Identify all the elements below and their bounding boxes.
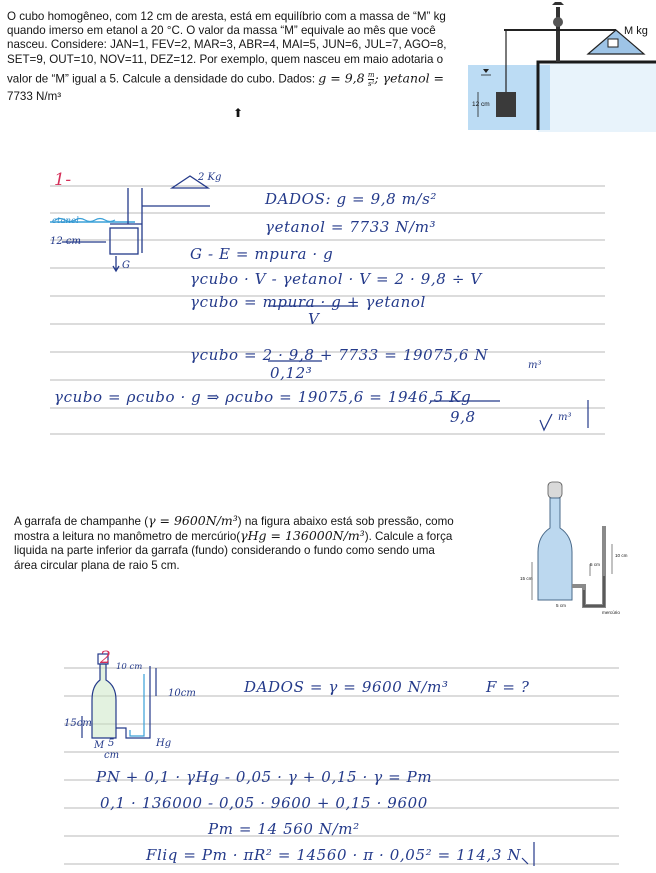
cube (496, 92, 516, 117)
problem-2-line2-a: mostra a leitura no manômetro de mercúrio( (14, 530, 241, 544)
bottle-drawing (520, 478, 640, 618)
problem-1-line: SET=9, OUT=10, NOV=11, DEZ=12. Por exemplo, quem nasceu em maio adotaria o (7, 52, 444, 66)
mercury-gamma: γHg = 136000N/m³ (240, 528, 365, 544)
gamma-ethanol-equation: ; γetanol = (374, 70, 445, 86)
solution-1-line: 9,8 (450, 408, 476, 426)
problem-2-line (14, 529, 476, 544)
label-10cm: 10 cm (615, 553, 628, 558)
solution-1-line: V (308, 310, 320, 328)
problem-1-line (7, 71, 465, 88)
gamma-ethanol-value: 7733 N/m³ (7, 89, 62, 103)
solution-2-sheet (64, 640, 619, 873)
solution-1-line: γcubo = 2 · 9,8 + 7733 = 19075,6 N (190, 346, 489, 364)
sketch-2-15cm: 15cm (64, 718, 92, 729)
solution-1-line: DADOS: g = 9,8 m/s² (265, 190, 437, 208)
balance-drawing (466, 2, 656, 132)
solution-1-line: 0,12³ (270, 364, 313, 382)
sketch-1-cube: 12 cm (50, 236, 81, 247)
problem-1-statement (7, 10, 465, 104)
problem-2-line (14, 514, 476, 529)
sketch-2-top: 10 cm (116, 662, 143, 672)
sketch-2-m: M (94, 740, 105, 751)
sketch-1-force: G (122, 260, 130, 271)
solution-2-line: 0,1 · 136000 - 0,05 · 9600 + 0,15 · 9600 (100, 794, 428, 812)
solution-1-line: m³ (558, 412, 572, 423)
bottle-cork (548, 482, 562, 498)
label-15cm: 15 cm (520, 576, 533, 581)
solution-2-line: PN + 0,1 · γHg - 0,05 · γ + 0,15 · γ = Pm (96, 768, 433, 786)
mouse-cursor-icon: ⬆ (233, 106, 244, 120)
solution-1-line: m³ (528, 360, 542, 371)
solution-1-line: γetanol = 7733 N/m³ (265, 218, 437, 236)
label-5cm: 5 cm (590, 562, 600, 567)
bottle-figure (520, 478, 640, 618)
problem-2-line1-b: ) na figura abaixo está sob pressão, como (237, 515, 454, 528)
gravity-unit-den: s² (367, 79, 375, 88)
solution-1-line: G - E = mpura · g (190, 245, 334, 263)
solution-1-line: γcubo · V - γetanol · V = 2 · 9,8 ÷ V (190, 270, 482, 288)
solution-1-sheet (50, 158, 605, 440)
sketch-2-10cm: 10cm (168, 688, 196, 699)
solution-2-line: DADOS = γ = 9600 N/m³ (244, 678, 449, 696)
bottle-body (538, 498, 572, 600)
problem-2-line1-a: A garrafa de champanhe ( (14, 515, 149, 528)
problem-2-line2-b: ). Calcule a força (364, 530, 453, 544)
solution-1-number: 1- (54, 170, 72, 190)
sketch-2-cm: cm (104, 750, 120, 761)
problem-2-line: liquida na parte inferior da garrafa (fundo) considerando o fundo como sendo uma (14, 544, 435, 558)
balance-figure (466, 2, 656, 132)
mass-block (608, 39, 618, 47)
gravity-unit-num: m (367, 70, 375, 79)
sketch-2-hg: Hg (156, 738, 172, 749)
solution-2-line: Pm = 14 560 N/m² (208, 820, 360, 838)
problem-2-statement (14, 514, 476, 573)
problem-1-line: nasceu. Considere: JAN=1, FEV=2, MAR=3, ABR=4, MAI=5, JUN=6, JUL=7, AGO=8, (7, 38, 447, 52)
gravity-equation: g = 9,8 (318, 70, 365, 86)
champagne-gamma: γ = 9600N/m³ (148, 513, 238, 528)
sketch-1-liquid: etanol (52, 216, 79, 226)
problem-1-line: quando imerso em etanol a 20 °C. O valor da massa “M” equivale ao mês que você (7, 24, 436, 38)
problem-1-line5-text: valor de “M” igual a 5. Calcule a densidade do cubo. Dados: (7, 72, 316, 86)
solution-2-line: Fliq = Pm · πR² = 14560 · π · 0,05² = 114,3 N (146, 846, 522, 864)
problem-1-line: O cubo homogêneo, com 12 cm de aresta, está em equilíbrio com a massa de “M” kg (7, 10, 446, 23)
cube-size-label: 12 cm (472, 101, 490, 108)
solution-2-line: F = ? (486, 678, 530, 696)
solution-1-line: γcubo = ρcubo · g ⇒ ρcubo = 19075,6 = 1946,5 Kg (54, 388, 472, 406)
ruled-lines-2 (64, 640, 619, 873)
solution-1-line: γcubo = mpura · g + γetanol (190, 293, 426, 311)
label-mercury: mercúrio (602, 610, 620, 615)
solution-2-number: 2 (100, 648, 112, 668)
sketch-1-mass: 2 Kg (198, 172, 222, 183)
sketch-2-5: 5 (108, 738, 115, 749)
problem-2-line: área circular plana de raio 5 cm. (14, 558, 180, 572)
mass-label: M kg (624, 25, 648, 37)
label-base-5cm: 5 cm (556, 603, 566, 608)
